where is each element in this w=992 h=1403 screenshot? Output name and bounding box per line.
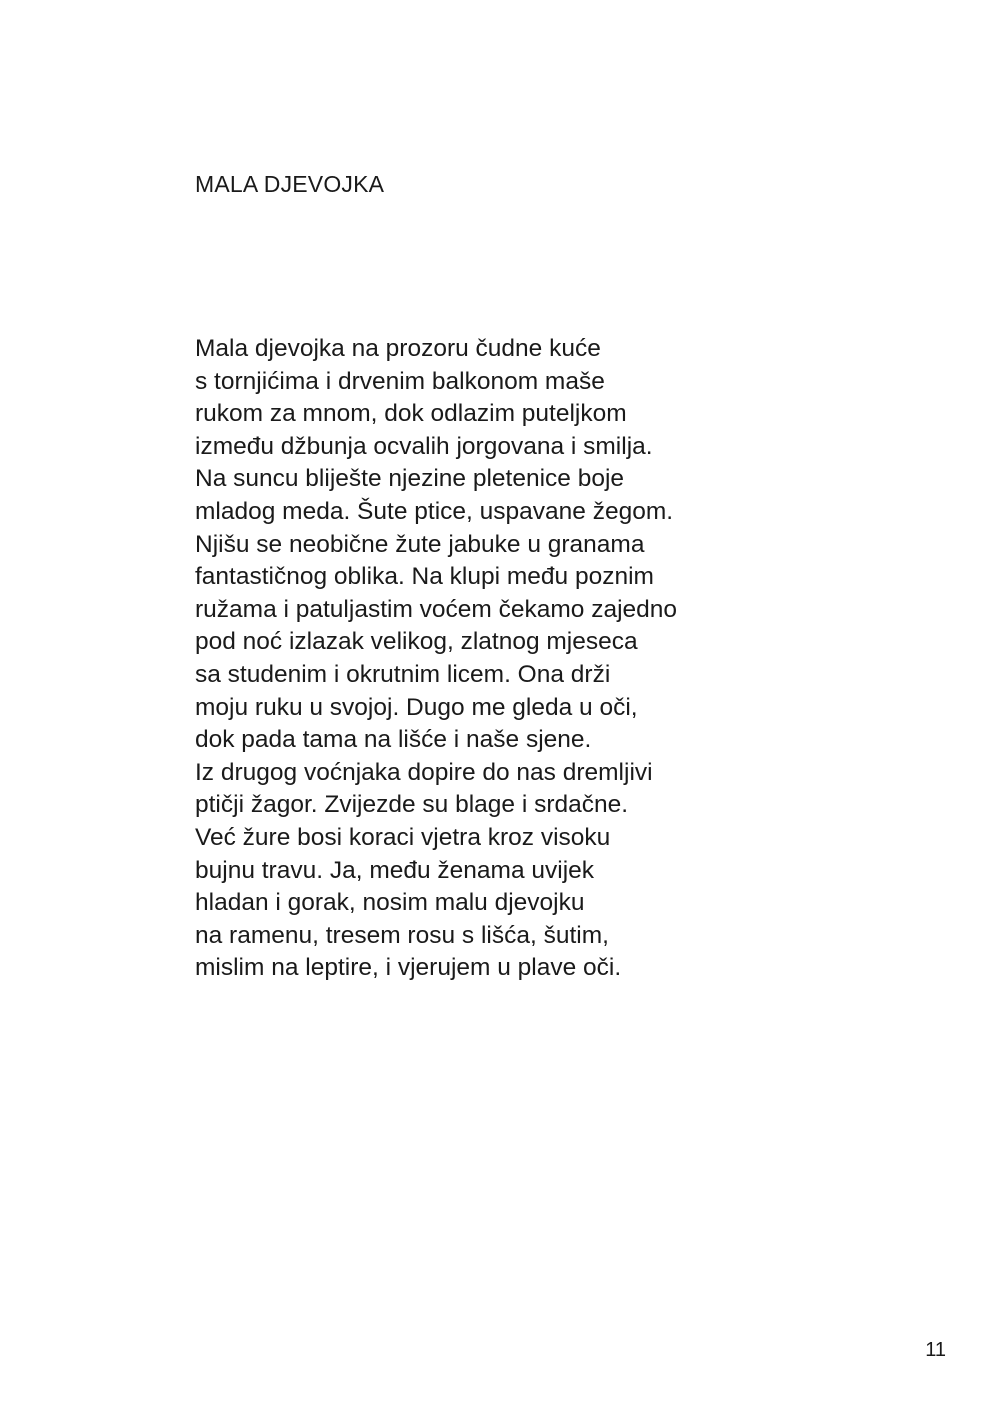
poem-line: hladan i gorak, nosim malu djevojku xyxy=(195,889,585,917)
poem-line: na ramenu, tresem rosu s lišća, šutim, xyxy=(195,921,609,949)
poem-line: s tornjićima i drvenim balkonom maše xyxy=(195,367,605,395)
poem-line: dok pada tama na lišće i naše sjene. xyxy=(195,726,592,754)
poem-line: Na suncu bliješte njezine pletenice boje xyxy=(195,465,625,493)
poem-line: rukom za mnom, dok odlazim puteljkom xyxy=(195,400,627,428)
page-number: 11 xyxy=(925,1339,946,1361)
poem-line: Mala djevojka na prozoru čudne kuće xyxy=(195,335,601,362)
poem-line: Iz drugog voćnjaka dopire do nas dremljivi xyxy=(195,758,653,786)
poem-line: Njišu se neobične žute jabuke u granama xyxy=(195,530,645,558)
poem-line: fantastičnog oblika. Na klupi među poznim xyxy=(195,563,654,591)
poem-title: MALA DJEVOJKA xyxy=(195,171,385,197)
poem-line: ptičji žagor. Zvijezde su blage i srdačne. xyxy=(195,791,629,819)
poem-line: moju ruku u svojoj. Dugo me gleda u oči, xyxy=(195,693,638,721)
poem-line: Već žure bosi koraci vjetra kroz visoku xyxy=(195,823,611,851)
poem-line: pod noć izlazak velikog, zlatnog mjeseca xyxy=(195,628,638,656)
poem-line: sa studenim i okrutnim licem. Ona drži xyxy=(195,660,611,688)
poem-line: mislim na leptire, i vjerujem u plave oči. xyxy=(195,954,622,982)
poem-line: bujnu travu. Ja, među ženama uvijek xyxy=(195,856,595,884)
poem-line: između džbunja ocvalih jorgovana i smilja. xyxy=(195,432,653,460)
poem-line: mladog meda. Šute ptice, uspavane žegom. xyxy=(195,497,674,525)
poem-body xyxy=(195,333,677,985)
poem-line: ružama i patuljastim voćem čekamo zajedno xyxy=(195,595,678,623)
